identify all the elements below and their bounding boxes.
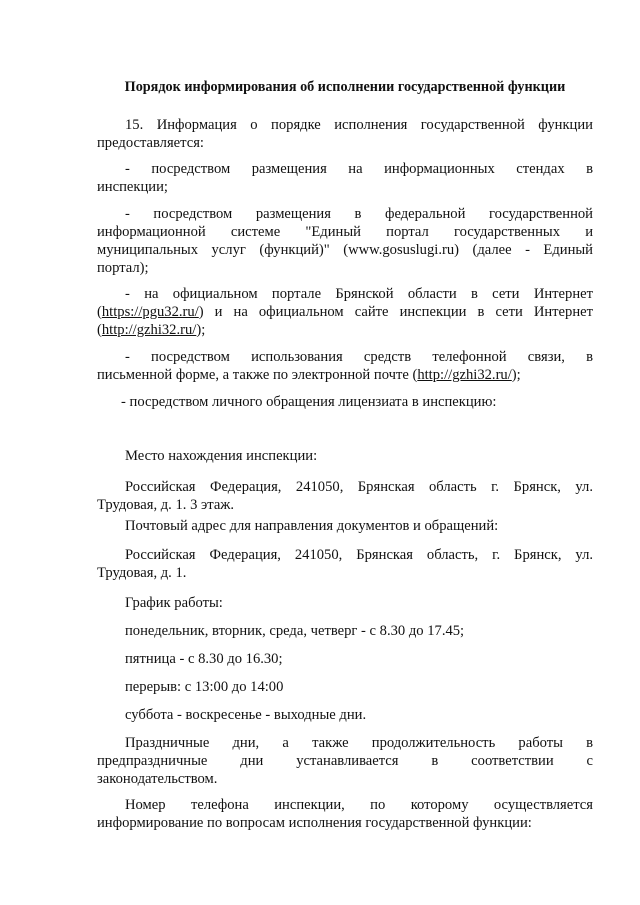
link-gzhi32[interactable]: http://gzhi32.ru/: [101, 322, 197, 338]
location-address-line-1: Российская Федерация, 241050, Брянская область г. Брянск, ул.: [125, 479, 593, 495]
paren-open: (: [97, 322, 102, 338]
location-address: [97, 478, 593, 514]
link-pgu32[interactable]: https://pgu32.ru/: [101, 304, 199, 320]
schedule-label: График работы:: [125, 595, 223, 611]
paren-open: (: [97, 304, 102, 320]
paragraph-official-line-2-text: ) и на официальном сайте инспекции в сети Интернет: [198, 304, 593, 320]
schedule-weekend: суббота - воскресенье - выходные дни.: [125, 707, 367, 723]
paragraph-phone-means: [97, 348, 593, 384]
paragraph-portal-line-3: муниципальных услуг (функций)" (www.gosuslugi.ru) (далее - Единый: [97, 242, 593, 258]
paragraph-stands-line-2: инспекции;: [97, 179, 168, 195]
paragraph-official-line-2: [97, 303, 593, 321]
section-title: Порядок информирования об исполнении государственной функции: [124, 79, 566, 95]
postal-label: Почтовый адрес для направления документов и обращений:: [125, 518, 499, 534]
paren-close: );: [196, 322, 206, 338]
paragraph-holidays-line-3: законодательством.: [97, 771, 218, 787]
postal-address-line-1: Российская Федерация, 241050, Брянская область, г. Брянск, ул.: [125, 547, 593, 563]
paragraph-portal-line-4: портал);: [97, 260, 149, 276]
paragraph-portal-line-2: информационной системе "Единый портал государственных и: [97, 224, 593, 240]
paragraph-15-line-1: 15. Информация о порядке исполнения государственной функции: [125, 117, 593, 133]
paragraph-phone-means-line-2-text: письменной форме, а также по электронной почте (: [97, 367, 418, 383]
postal-address: [97, 546, 593, 582]
paragraph-15-line-2: предоставляется:: [97, 135, 204, 151]
paragraph-portal: [97, 205, 593, 277]
paragraph-personal: - посредством личного обращения лицензиата в инспекцию:: [121, 394, 497, 410]
paragraph-phone-info-line-1: Номер телефона инспекции, по которому осуществляется: [125, 797, 593, 813]
paragraph-phone-info: [97, 796, 593, 832]
paragraph-15: [97, 116, 593, 152]
paren-close: );: [511, 367, 521, 383]
paragraph-phone-info-line-2: информирование по вопросам исполнения государственной функции:: [97, 815, 532, 831]
paragraph-stands-line-1: - посредством размещения на информационных стендах в: [125, 161, 593, 177]
schedule-fri: пятница - с 8.30 до 16.30;: [125, 651, 283, 667]
postal-address-line-2: Трудовая, д. 1.: [97, 565, 187, 581]
paragraph-phone-means-line-2: [97, 366, 593, 384]
paragraph-portal-line-1: - посредством размещения в федеральной государственной: [125, 206, 593, 222]
paragraph-holidays-line-1: Праздничные дни, а также продолжительность работы в: [125, 735, 593, 751]
location-address-line-2: Трудовая, д. 1. 3 этаж.: [97, 497, 235, 513]
paragraph-official-line-1: - на официальном портале Брянской области в сети Интернет: [125, 286, 593, 302]
paragraph-official-sites: [97, 285, 593, 339]
paragraph-phone-means-line-1: - посредством использования средств телефонной связи, в: [125, 349, 593, 365]
paragraph-official-line-3: [97, 321, 593, 339]
schedule-break: перерыв: с 13:00 до 14:00: [125, 679, 284, 695]
paragraph-holidays-line-2: предпраздничные дни устанавливается в соответствии с: [97, 753, 593, 769]
location-label: Место нахождения инспекции:: [125, 448, 318, 464]
link-gzhi32-email[interactable]: http://gzhi32.ru/: [417, 367, 512, 383]
paragraph-stands: [97, 160, 593, 196]
schedule-mon-thu: понедельник, вторник, среда, четверг - с 8.30 до 17.45;: [125, 623, 465, 639]
paragraph-holidays: [97, 734, 593, 788]
